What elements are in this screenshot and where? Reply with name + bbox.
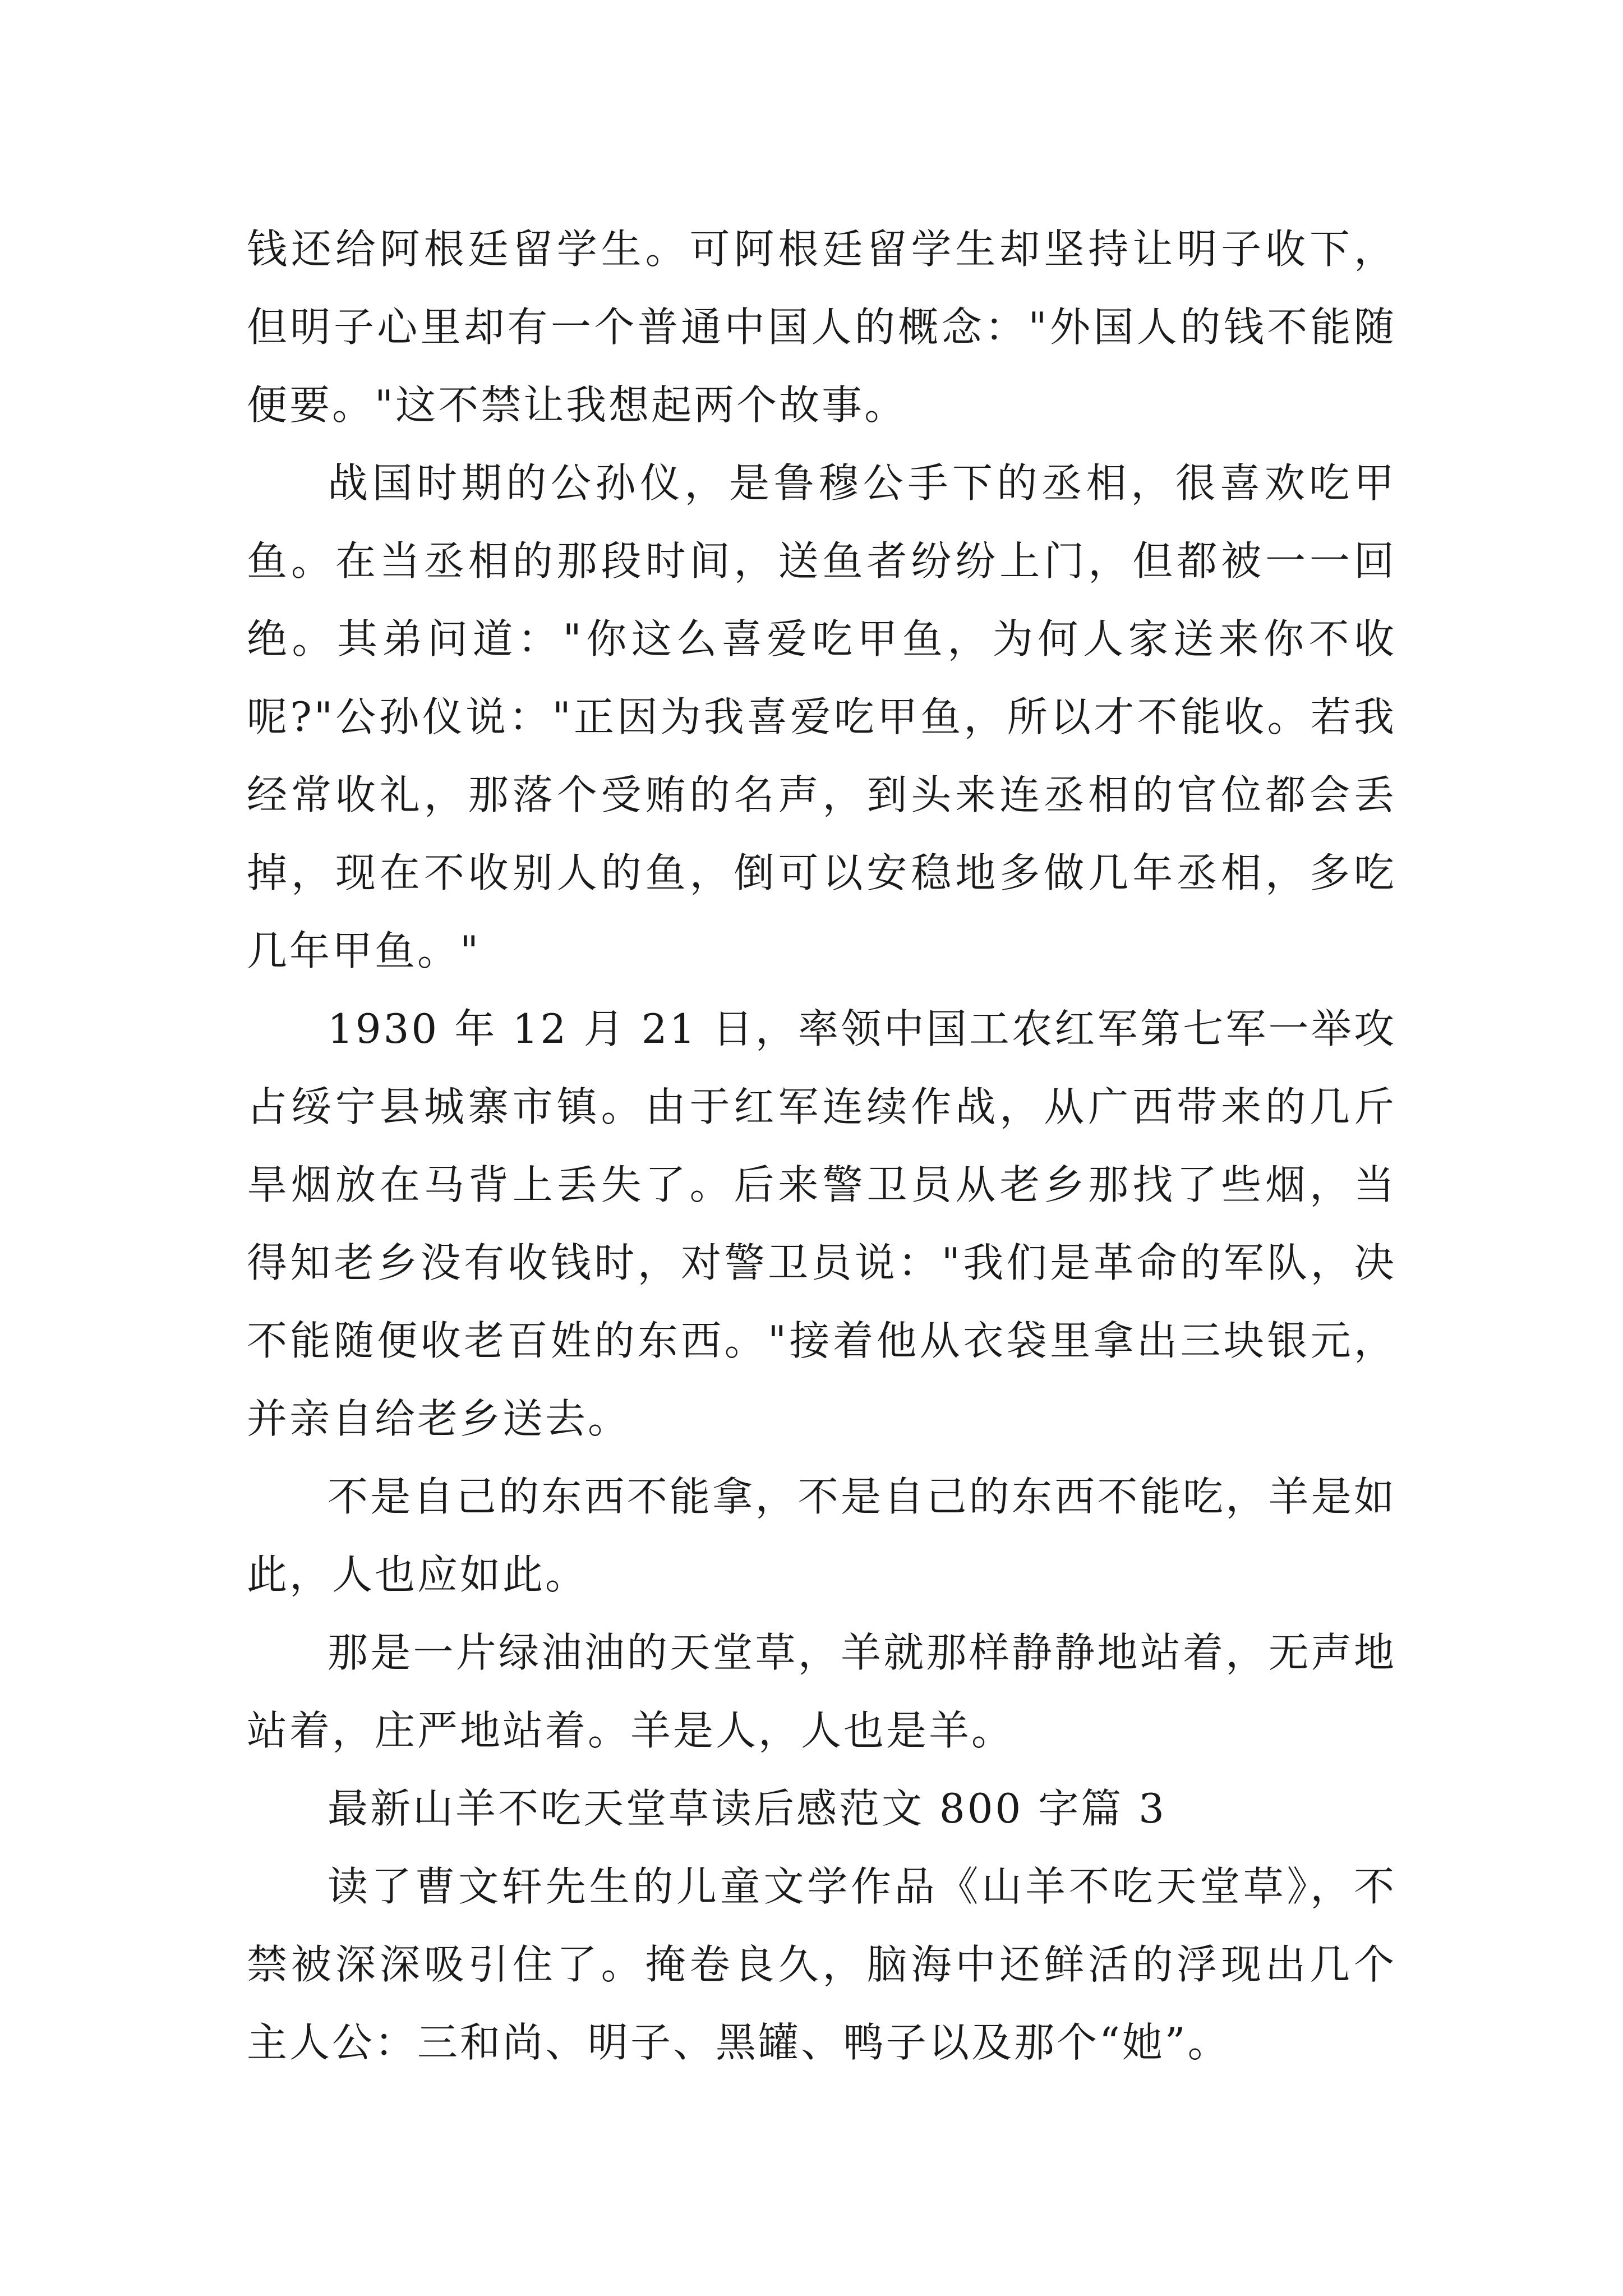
paragraph-essay-3-intro: 读了曹文轩先生的儿童文学作品《山羊不吃天堂草》，不禁被深深吸引住了。掩卷良久，脑海中还鲜活的浮现出几个主人公：三和尚、明子、黑罐、鸭子以及那个“她”。: [247, 1863, 1396, 2066]
paragraph-gongsunyi-story: 战国时期的公孙仪，是鲁穆公手下的丞相，很喜欢吃甲鱼。在当丞相的那段时间，送鱼者纷纷上门，但都被一一回绝。其弟问道："你这么喜爱吃甲鱼，为何人家送来你不收呢?"公孙仪说："正因为我喜爱吃甲鱼，所以才不能收。若我经常收礼，那落个受贿的名声，到头来连丞相的官位都会丢掉，现在不收别人的鱼，倒可以安稳地多做几年丞相，多吃几年甲鱼。": [247, 459, 1396, 974]
paragraph-moral: 不是自己的东西不能拿，不是自己的东西不能吃，羊是如此，人也应如此。: [247, 1473, 1396, 1598]
paragraph-continued: 钱还给阿根廷留学生。可阿根廷留学生却坚持让明子收下，但明子心里却有一个普通中国人的概念："外国人的钱不能随便要。"这不禁让我想起两个故事。: [247, 226, 1396, 429]
document-body: [247, 210, 1396, 2082]
paragraph-grass: 那是一片绿油油的天堂草，羊就那样静静地站着，无声地站着，庄严地站着。羊是人，人也是羊。: [247, 1629, 1396, 1754]
section-title: 最新山羊不吃天堂草读后感范文 800 字篇 3: [328, 1785, 1166, 1832]
paragraph-red-army-story: 1930 年 12 月 21 日，率领中国工农红军第七军一举攻占绥宁县城寨市镇。由于红军连续作战，从广西带来的几斤旱烟放在马背上丢失了。后来警卫员从老乡那找了些烟，当得知老乡没有收钱时，对警卫员说："我们是革命的军队，决不能随便收老百姓的东西。"接着他从衣袋里拿出三块银元，并亲自给老乡送去。: [247, 1005, 1396, 1442]
